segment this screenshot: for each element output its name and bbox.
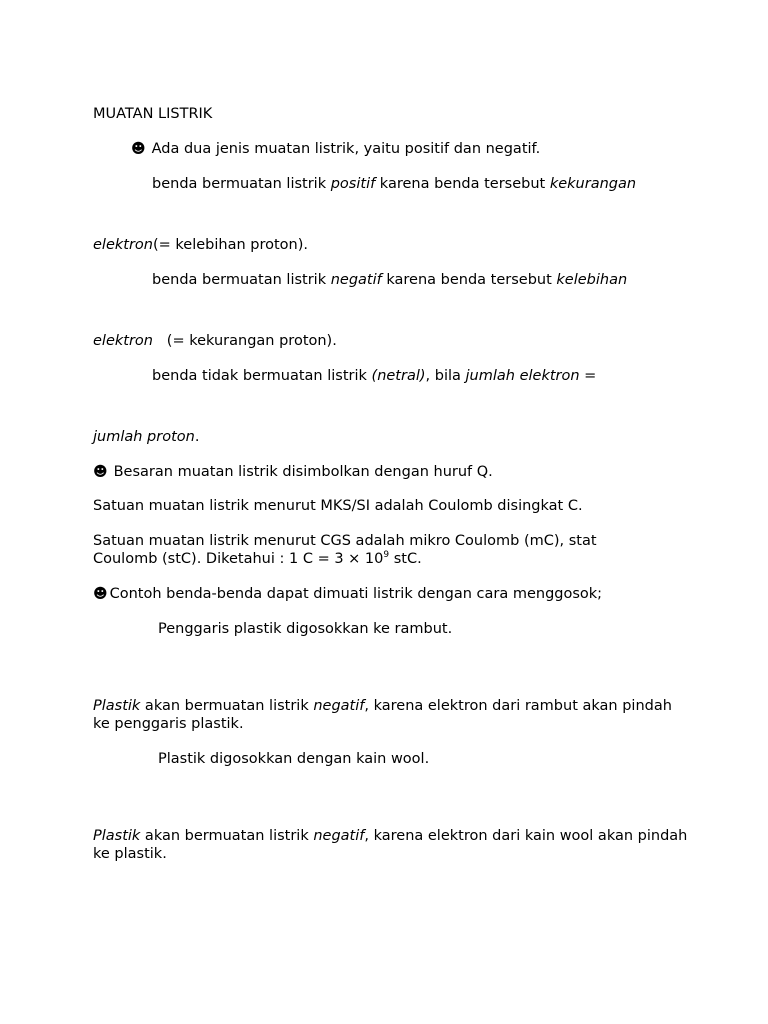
paragraph-negatif-cont: elektron (= kekurangan proton).: [93, 333, 337, 349]
paragraph-jenis-muatan: ☻ Ada dua jenis muatan listrik, yaitu positif dan negatif.: [131, 141, 541, 157]
paragraph-contoh-wool: Plastik digosokkan dengan kain wool.: [158, 751, 430, 767]
paragraph-satuan-cgs: Satuan muatan listrik menurut CGS adalah mikro Coulomb (mC), stat Coulomb (stC). Diketahui : 1 $C = 3 \times 10^9$ stC.: [93, 533, 597, 567]
bullet-icon: ☻: [93, 464, 108, 480]
bullet-icon: ☻: [131, 141, 146, 157]
paragraph-positif-cont: elektron(= kelebihan proton).: [93, 237, 308, 253]
document-title: MUATAN LISTRIK: [93, 106, 213, 122]
paragraph-hasil-rambut: Plastik akan bermuatan listrik negatif, karena elektron dari rambut akan pindah ke penggaris plastik.: [93, 698, 672, 732]
bullet-icon: ☻: [93, 586, 108, 602]
paragraph-positif: benda bermuatan listrik positif karena benda tersebut kekurangan: [152, 176, 637, 192]
paragraph-contoh-rambut: Penggaris plastik digosokkan ke rambut.: [158, 621, 453, 637]
paragraph-netral: benda tidak bermuatan listrik (netral), bila jumlah elektron =: [152, 368, 597, 384]
paragraph-hasil-wool: Plastik akan bermuatan listrik negatif, karena elektron dari kain wool akan pindah ke plastik.: [93, 828, 688, 862]
paragraph-netral-cont: jumlah proton.: [93, 429, 200, 445]
paragraph-contoh: ☻ Contoh benda-benda dapat dimuati listrik dengan cara menggosok;: [93, 586, 603, 602]
paragraph-negatif: benda bermuatan listrik negatif karena benda tersebut kelebihan: [152, 272, 628, 288]
paragraph-besaran: ☻ Besaran muatan listrik disimbolkan dengan huruf Q.: [93, 464, 493, 480]
paragraph-satuan-si: Satuan muatan listrik menurut MKS/SI adalah Coulomb disingkat C.: [93, 498, 583, 514]
